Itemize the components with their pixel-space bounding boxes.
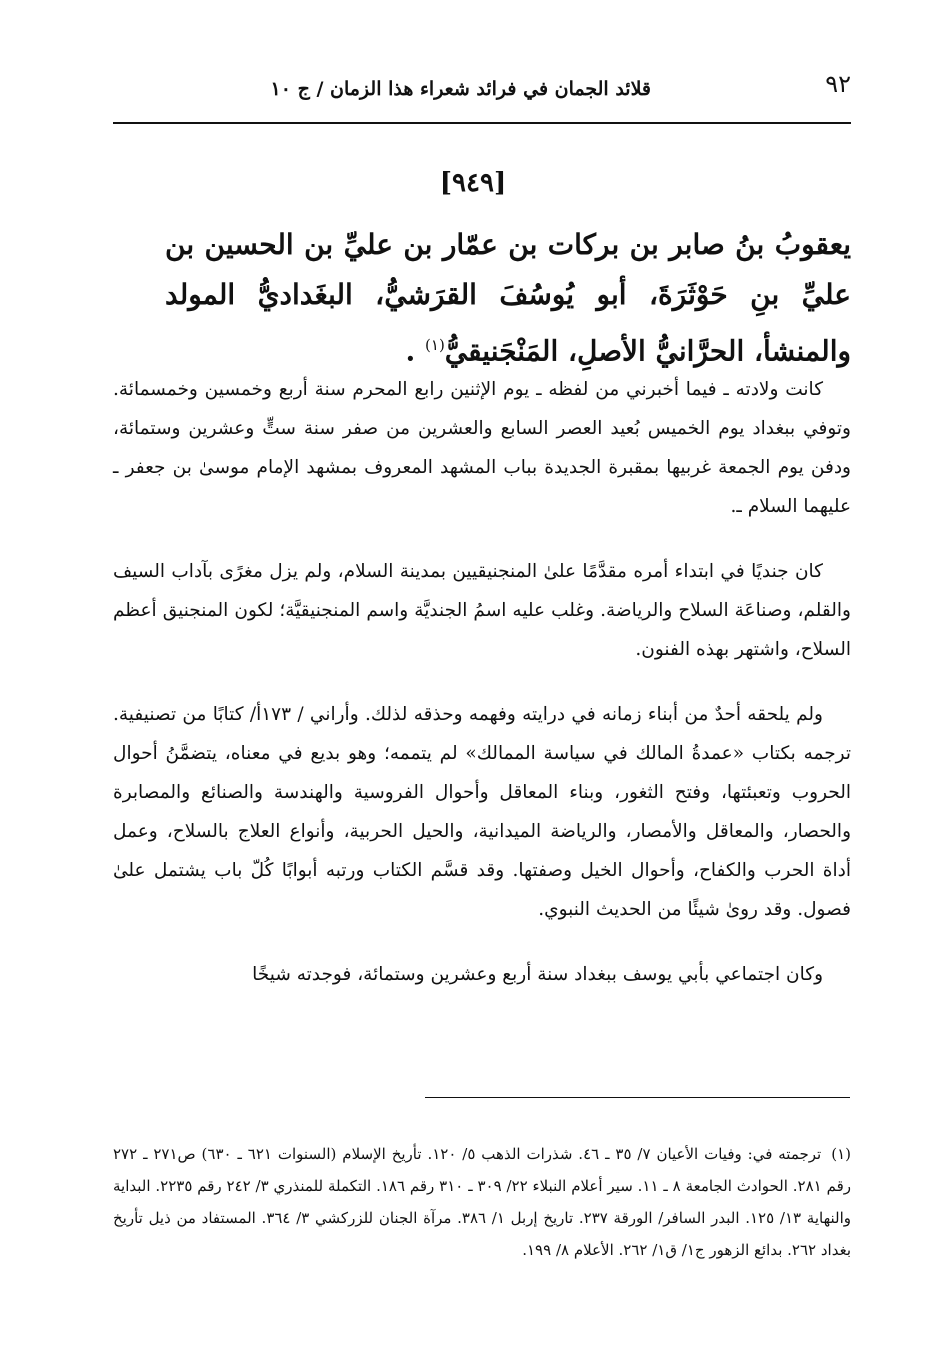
header-rule <box>113 122 851 124</box>
paragraph: وكان اجتماعي بأبي يوسف ببغداد سنة أربع وعشرين وستمائة، فوجدته شيخًا <box>252 964 823 985</box>
page-number: ٩٢ <box>825 70 851 98</box>
footnote-reference: (١) <box>425 336 445 354</box>
running-title: قلائد الجمان في فرائد شعراء هذا الزمان / ج ١٠ <box>270 78 651 100</box>
entry-title <box>165 220 851 376</box>
entry-title-end: . <box>405 334 426 368</box>
paragraph: كان جنديًا في ابتداء أمره مقدَّمًا علىٰ المنجنيقيين بمدينة السلام، ولم يزل مغرًى بآداب السيف والقلم، وصناعَة السلاح والرياضة. وغلب عليه اسمُ الجنديَّة واسم المنجنيقيَّة؛ لكون المنجنيق أعظم السلاح، واشتهر بهذه الفنون. <box>113 561 851 660</box>
entry-number: [٩٤٩] <box>439 168 507 198</box>
paragraph: كانت ولادته ـ فيما أخبرني من لفظه ـ يوم الإثنين رابع المحرم سنة أربع وخمسين وخمسمائة. وتوفي ببغداد يوم الخميس بُعيد العصر السابع والعشرين من صفر سنة ستٍّ وعشرين وستمائة، ودفن يوم الجمعة غربيها بمقبرة الجديدة بباب المشهد المعروف بمشهد الإمام موسىٰ بن جعفر ـ عليهما السلام ـ. <box>113 379 851 517</box>
page-header <box>113 62 851 120</box>
footnote <box>113 1138 851 1266</box>
entry-title-text: يعقوبُ بنُ صابر بن بركات بن عمّار بن عليِّ بن الحسين بن عليِّ بنِ حَوْثَرَةَ، أبو يُوسُفَ القرَشيُّ، البغَداديُّ المولد والمنشأ، الحرَّانيُّ الأصلِ، المَنْجَنيقيُّ <box>165 228 852 368</box>
footnote-text: ترجمته في: وفيات الأعيان ٧/ ٣٥ ـ ٤٦. شذرات الذهب ٥/ ١٢٠. تأريخ الإسلام (السنوات ٦٢١ ـ ٦٣٠) ص٢٧١ ـ ٢٧٢ رقم ٢٨١. الحوادث الجامعة ٨ ـ ١١. سير أعلام النبلاء ٢٢/ ٣٠٩ ـ ٣١٠ رقم ١٨٦. التكملة للمنذري ٣/ ٢٤٢ رقم ٢٢٣٥. البداية والنهاية ١٣/ ١٢٥. البدر السافر/ الورقة ٢٣٧. تاريخ إربل ١/ ٣٨٦. مرآة الجنان للزركشي ٣/ ٣٦٤. المستفاد من ذيل تأريخ بغداد ٢٦٢. بدائع الزهور ج١/ ق١/ ٢٦٢. الأعلام ٨/ ١٩٩. <box>113 1145 851 1259</box>
body-text <box>113 370 851 1020</box>
footnote-rule <box>425 1097 850 1098</box>
footnote-mark: (١) <box>831 1145 851 1163</box>
paragraph: ولم يلحقه أحدٌ من أبناء زمانه في درايته وفهمه وحذقه لذلك. وأراني / ١٧٣أ/ كتابًا من تصنيفية. ترجمه بكتاب «عمدةُ المالك في سياسة الممالك» لم يتممه؛ وهو بديع في معناه، يتضمَّنُ أحوال الحروب وتعبئتها، وفتح الثغور، وبناء المعاقل وأحوال الفروسية والهندسة والصنائع والمصابرة والحصار، والمعاقل والأمصار، والرياضة الميدانية، والحيل الحربية، وأنواع العلاج بالسلاح، وعمل أداة الحرب والكفاح، وأحوال الخيل وصفتها. وقد قسَّم الكتاب ورتبه أبوابًا كُلّ باب يشتمل علىٰ فصول. وقد روىٰ شيئًا من الحديث النبوي. <box>113 704 851 920</box>
